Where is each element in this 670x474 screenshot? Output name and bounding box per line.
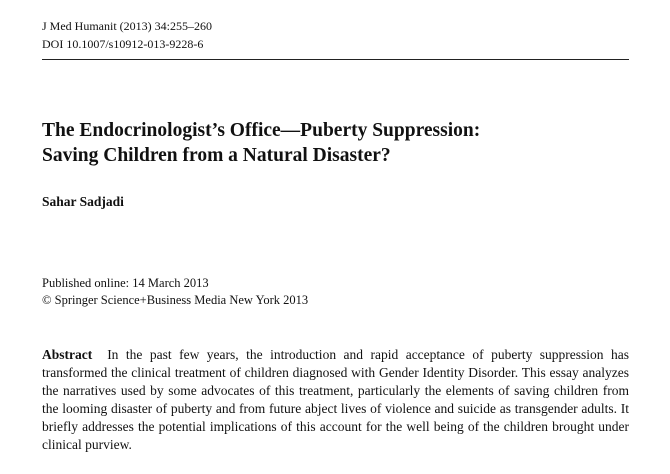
article-title	[42, 118, 642, 168]
author-name: Sahar Sadjadi	[42, 194, 124, 209]
published-online-date: Published online: 14 March 2013	[42, 276, 209, 290]
doi-line: DOI 10.1007/s10912-013-9228-6	[42, 37, 204, 51]
citation-block	[42, 17, 212, 53]
abstract-label: Abstract	[42, 347, 93, 362]
journal-citation: J Med Humanit (2013) 34:255–260	[42, 19, 212, 33]
abstract-paragraph	[42, 346, 629, 454]
abstract-text: In the past few years, the introduction and rapid acceptance of puberty suppression has transformed the clinical treatment of children diagnosed with Gender Identity Disorder. This essay analyzes the narratives used by some advocates of this treatment, particularly the elements of saving children from the looming disaster of puberty and from future abject lives of violence and suicide as transgender adults. It briefly addresses the potential implications of this account for the well being of the children brought under clinical purview.	[42, 347, 629, 452]
header-rule	[42, 59, 629, 60]
publication-info	[42, 275, 308, 309]
title-line-1: The Endocrinologist’s Office—Puberty Suppression:	[42, 120, 481, 141]
copyright-notice: © Springer Science+Business Media New York 2013	[42, 293, 309, 307]
title-line-2: Saving Children from a Natural Disaster?	[42, 145, 391, 166]
